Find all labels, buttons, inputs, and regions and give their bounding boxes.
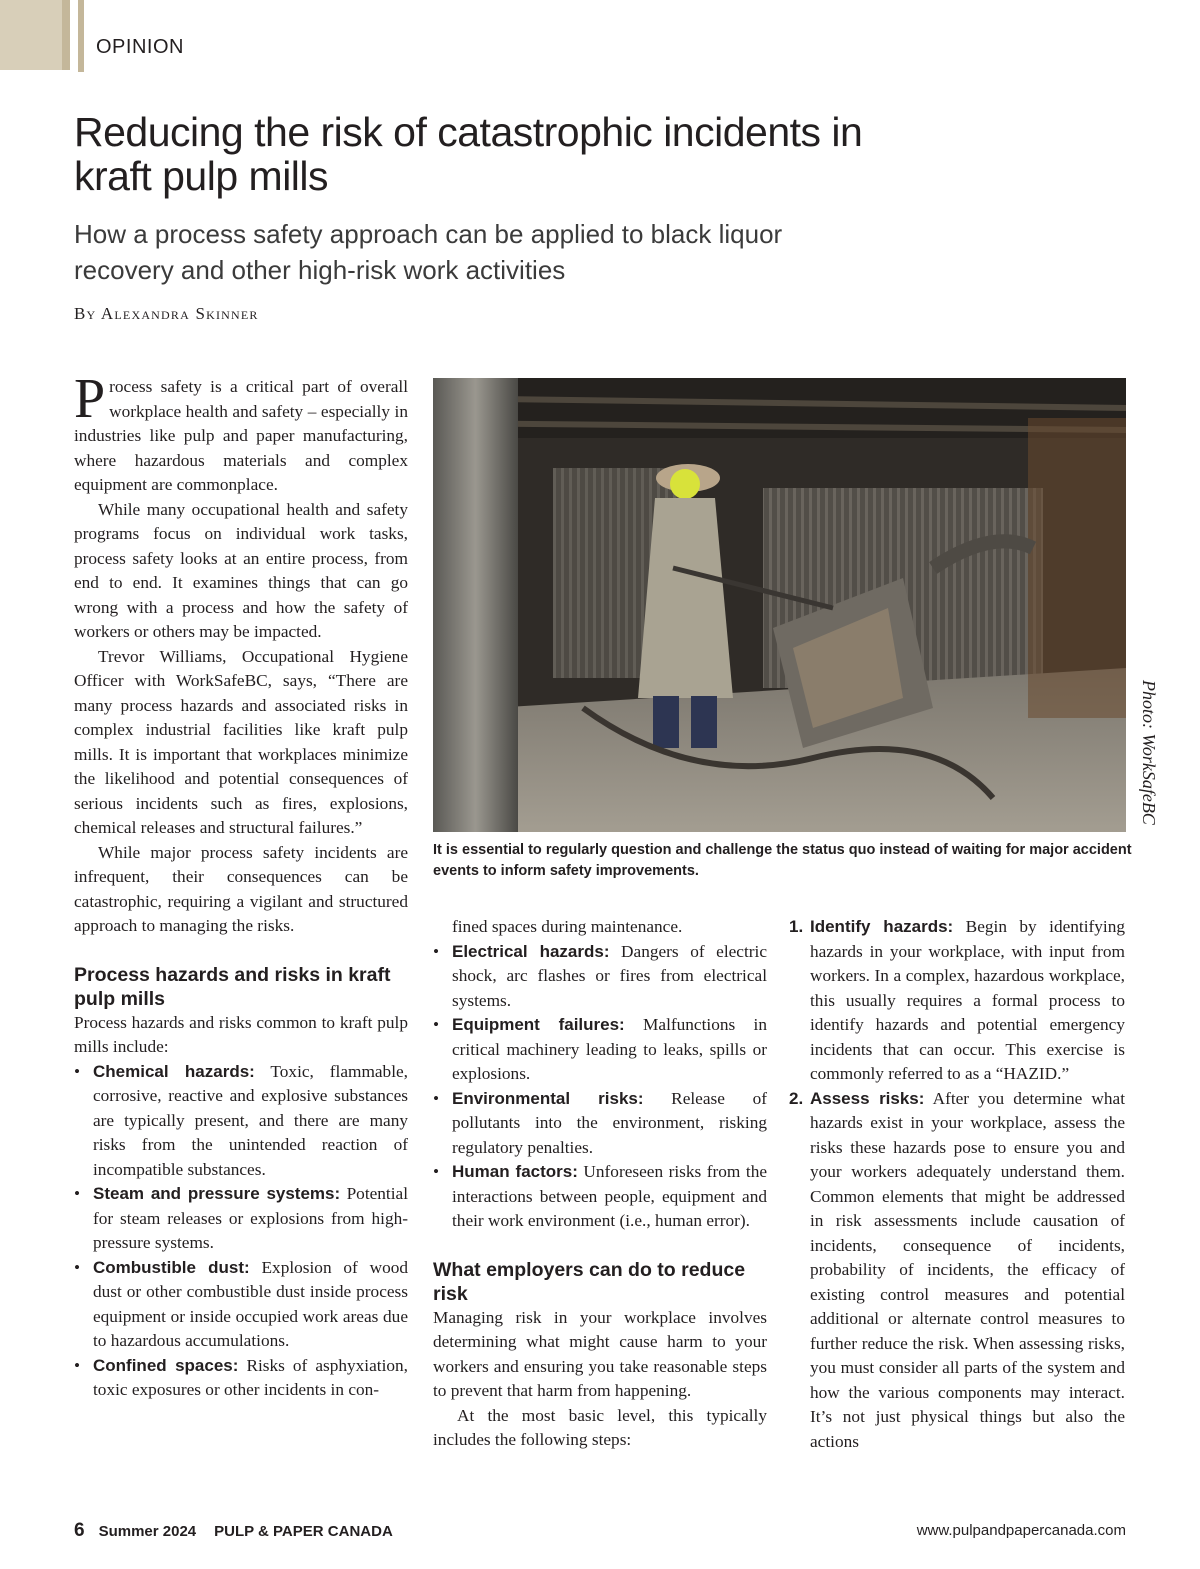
section-heading-process-hazards: Process hazards and risks in kraft pulp mills (74, 963, 391, 1010)
byline: By Alexandra Skinner (74, 304, 259, 323)
step-number: 2. (789, 1088, 804, 1108)
step-lead: Identify hazards: (810, 917, 954, 936)
list-item-lead: Human factors: (452, 1162, 578, 1181)
list-item-lead: Confined spaces: (93, 1355, 239, 1375)
list-item (433, 1160, 767, 1234)
list-item (433, 1087, 767, 1161)
paragraph-1 (74, 368, 408, 498)
hazards-list-continued (433, 940, 767, 1234)
list-item-text: Release of pollutants into the environment, risking regulatory penalties. (452, 1088, 767, 1157)
step-text: Begin by identifying hazards in your workplace, with input from workers. In a complex, hazardous workplace, this usually requires a formal process to identify hazards and potential emergency incidents that can occur. This exercise is commonly referred to as a “HAZID.” (810, 917, 1125, 1083)
section-heading-employers: What employers can do to reduce risk (433, 1258, 746, 1305)
paragraph-2: While many occupational health and safety programs focus on individual work tasks, process safety looks at an entire process, from end to end. It examines things that can go wrong with a process and how the safety of workers or others may be impacted. (74, 499, 408, 641)
section-color-block (0, 0, 70, 70)
page-number: 6 (74, 1520, 85, 1541)
photo-credit (1131, 680, 1161, 840)
list-item-lead: Environmental risks: (452, 1088, 644, 1108)
step-lead: Assess risks: (810, 1088, 925, 1108)
list-item-lead: Chemical hazards: (93, 1061, 255, 1081)
magazine-name: PULP & PAPER CANADA (214, 1523, 393, 1540)
list-item-text: Malfunctions in critical machinery leading to leaks, spills or explosions. (452, 1015, 767, 1083)
column-3 (791, 915, 1125, 1454)
mill-worker-illustration (433, 378, 1126, 832)
list-item-text: Risks of asphyxiation, toxic exposures or other incidents in con- (93, 1355, 408, 1399)
list-item (74, 1256, 408, 1354)
section-label: OPINION (96, 36, 184, 58)
section-rule (78, 0, 84, 72)
step-item (791, 915, 1125, 1087)
page-footer (74, 1520, 1126, 1544)
steps-list (791, 915, 1125, 1454)
photo-caption: It is essential to regularly question and challenge the status quo instead of waiting for major accident events to inform safety improvements. (433, 842, 1132, 879)
list-item-text: Toxic, flammable, corrosive, reactive and explosive substances are typically present, and there are many risks from the unintended reaction of incompatible substances. (93, 1061, 408, 1179)
paragraph-3: Trevor Williams, Occupational Hygiene Officer with WorkSafeBC, says, “There are many process hazards and associated risks in complex industrial facilities like kraft pulp mills. It is important that workplaces minimize the likelihood and potential consequences of serious incidents such as fires, explosions, chemical releases and structural failures.” (74, 646, 408, 837)
issue-date: Summer 2024 (98, 1523, 197, 1540)
list-item-lead: Combustible dust: (93, 1257, 250, 1277)
list-item-lead: Steam and pressure systems: (93, 1184, 341, 1203)
photo-credit-text: Photo: WorkSafeBC (1139, 680, 1159, 825)
column-1 (74, 368, 409, 1403)
paragraph-managing-risk: Managing risk in your workplace involves determining what might cause harm to your workers and ensuring you take reasonable steps to prevent that harm from happening. (433, 1307, 767, 1400)
article-title: Reducing the risk of catastrophic incidents in kraft pulp mills (74, 109, 863, 199)
hazards-intro: Process hazards and risks common to kraft pulp mills include: (74, 1012, 408, 1056)
list-item (433, 940, 767, 1014)
list-item-text: Potential for steam releases or explosions from high-pressure systems. (93, 1184, 409, 1252)
paragraph-4: While major process safety incidents are infrequent, their consequences can be catastrophic, requiring a vigilant and structured approach to managing the risks. (74, 842, 408, 935)
website-url: www.pulpandpapercanada.com (916, 1522, 1126, 1539)
article-photo (433, 378, 1126, 832)
list-item (74, 1182, 408, 1256)
list-item-text: Unforeseen risks from the interactions between people, equipment and their work environment (i.e., human error). (452, 1162, 768, 1230)
article-subtitle: How a process safety approach can be applied to black liquor recovery and other high-risk work activities (74, 219, 783, 285)
step-number: 1. (789, 917, 804, 936)
list-item-text: Dangers of electric shock, arc flashes or fires from electrical systems. (452, 941, 767, 1010)
step-item (791, 1087, 1125, 1455)
list-item (74, 1354, 408, 1403)
drop-cap: P (74, 368, 106, 430)
list-continuation: fined spaces during maintenance. (452, 917, 683, 936)
list-item (74, 1060, 408, 1183)
step-text: After you determine what hazards exist in your workplace, assess the risks these hazards pose to ensure you and your workers adequately understand them. Common elements that might be addressed in risk assessments include causation of incidents, consequence of incidents, probability of incidents, the efficacy of existing control measures and potential additional or alternate control measures to further reduce the risk. When assessing risks, you must consider all parts of the system and how the various components may interact. It’s not just physical things but also the actions (810, 1088, 1125, 1451)
list-item (433, 1013, 767, 1087)
paragraph-1-text: rocess safety is a critical part of overall workplace health and safety – especially in industries like pulp and paper manufacturing, where hazardous materials and complex equipment are commonplace. (74, 377, 408, 494)
list-item-lead: Electrical hazards: (452, 941, 610, 961)
hazards-list (74, 1060, 408, 1403)
list-item-text: Explosion of wood dust or other combustible dust inside process equipment or inside occupied work areas due to hazardous accumulations. (93, 1257, 408, 1350)
column-2 (433, 915, 767, 1453)
list-item-lead: Equipment failures: (452, 1015, 625, 1034)
paragraph-basic-level: At the most basic level, this typically includes the following steps: (433, 1405, 767, 1449)
